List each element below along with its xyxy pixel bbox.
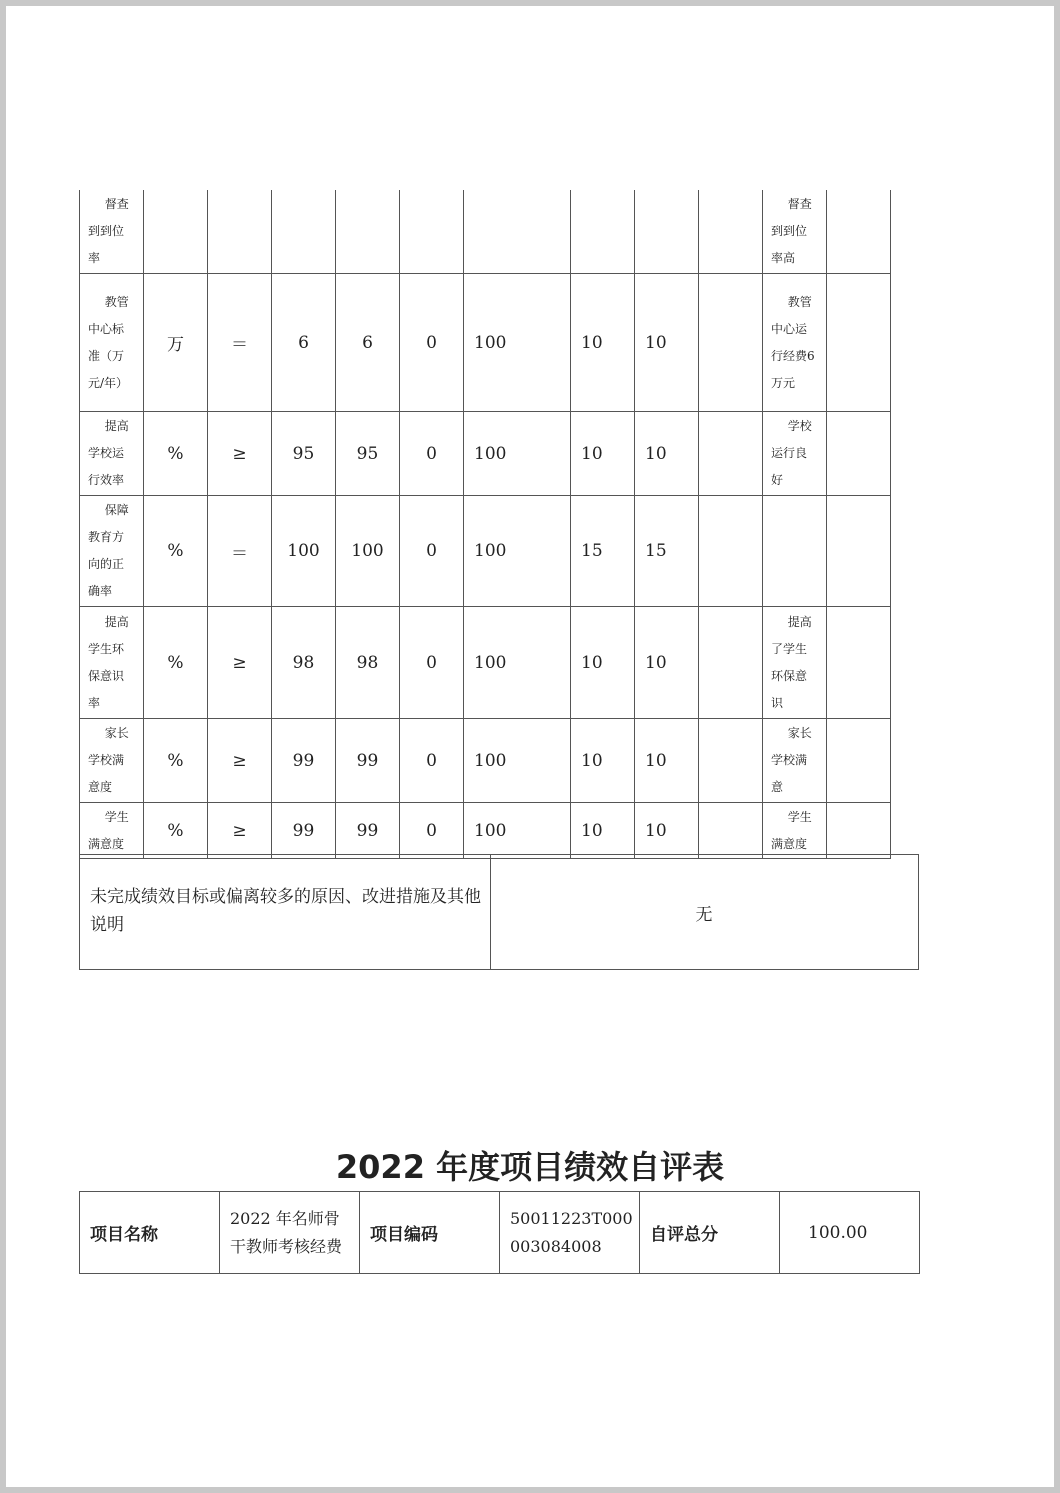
blank-cell (827, 803, 891, 859)
indicator-table (79, 190, 891, 859)
unit-cell (144, 719, 208, 803)
blank-cell (827, 607, 891, 719)
table-row (80, 274, 891, 412)
deviation-cell (400, 496, 464, 607)
score: 10 (645, 443, 667, 464)
table-row (80, 803, 891, 859)
reason-cell (699, 803, 763, 859)
project-code-value: 50011223T000003084008 (500, 1192, 640, 1273)
weight: 15 (581, 541, 603, 561)
weight-cell (571, 274, 635, 412)
unit: % (167, 652, 184, 673)
unit-cell (144, 496, 208, 607)
unit: % (167, 750, 184, 771)
deviation-cell (400, 607, 464, 719)
indicator-name-cell (80, 412, 144, 496)
remark (763, 496, 826, 606)
table-row (80, 607, 891, 719)
deviation: 0 (426, 750, 437, 771)
blank-cell (827, 496, 891, 607)
actual-value-cell (336, 190, 400, 274)
score-cell (635, 607, 699, 719)
operator: ＝ (231, 335, 248, 355)
blank-cell (827, 274, 891, 412)
target-value: 98 (292, 652, 315, 673)
completion-rate: 100 (474, 820, 507, 841)
score: 10 (645, 652, 667, 673)
actual-value (336, 190, 399, 273)
operator (208, 190, 271, 273)
actual-value: 6 (362, 332, 373, 353)
deviation-cell (400, 412, 464, 496)
remark: 督查到到位率高 (771, 197, 812, 265)
completion-rate-cell (464, 190, 571, 274)
blank-cell (827, 412, 891, 496)
remark: 学校运行良好 (771, 419, 812, 487)
reason-cell (699, 274, 763, 412)
unit: % (167, 443, 184, 464)
operator: ≥ (232, 750, 247, 771)
reason (699, 274, 762, 411)
project-name-label: 项目名称 (80, 1192, 220, 1273)
unit (144, 190, 207, 273)
actual-value: 100 (351, 541, 384, 561)
blank-cell (827, 190, 891, 274)
indicator-name: 保障教育方向的正确率 (88, 503, 129, 598)
indicator-name: 提高学生环保意识率 (88, 614, 129, 710)
actual-value: 99 (356, 820, 379, 841)
remark: 家长学校满意 (771, 726, 812, 794)
remark: 提高了学生环保意识 (771, 614, 812, 710)
deviation: 0 (426, 332, 437, 353)
actual-value-cell (336, 496, 400, 607)
actual-value-cell (336, 719, 400, 803)
target-value: 100 (287, 541, 320, 561)
reason (699, 190, 762, 273)
indicator-name-cell (80, 274, 144, 412)
remark: 教管中心运行经费6万元 (771, 294, 815, 390)
operator: ＝ (231, 543, 248, 564)
deviation-cell (400, 803, 464, 859)
deviation: 0 (426, 820, 437, 841)
actual-value: 99 (356, 750, 379, 771)
operator-cell (208, 803, 272, 859)
indicator-name: 教管中心标准（万元/年） (88, 294, 129, 390)
deviation: 0 (426, 541, 437, 561)
operator: ≥ (232, 443, 247, 464)
indicator-name: 督查到到位率 (88, 197, 129, 265)
reason-cell (699, 412, 763, 496)
actual-value-cell (336, 274, 400, 412)
operator: ≥ (232, 652, 247, 673)
target-value-cell (272, 719, 336, 803)
reason (699, 803, 762, 858)
actual-value: 98 (356, 652, 379, 673)
note-value: 无 (695, 904, 713, 925)
target-value (272, 190, 335, 273)
weight-cell (571, 190, 635, 274)
operator-cell (208, 496, 272, 607)
section-title: 2022 年度项目绩效自评表 (335, 1148, 725, 1186)
operator-cell (208, 719, 272, 803)
remark-cell (763, 190, 827, 274)
reason-cell (699, 719, 763, 803)
target-value-cell (272, 190, 336, 274)
weight: 10 (581, 820, 603, 841)
indicator-name-cell (80, 803, 144, 859)
score (635, 190, 698, 273)
weight: 10 (581, 750, 603, 771)
actual-value-cell (336, 803, 400, 859)
operator-cell (208, 190, 272, 274)
unit-cell (144, 274, 208, 412)
table-row (80, 190, 891, 274)
reason-cell (699, 496, 763, 607)
completion-rate: 100 (474, 750, 507, 771)
actual-value: 95 (356, 443, 379, 464)
reason (699, 719, 762, 802)
target-value: 6 (298, 332, 309, 353)
indicator-name-cell (80, 190, 144, 274)
unit: % (167, 820, 184, 841)
weight: 10 (581, 443, 603, 464)
indicator-name-cell (80, 607, 144, 719)
self-score-label: 自评总分 (640, 1192, 780, 1273)
table-row (80, 496, 891, 607)
deviation-cell (400, 719, 464, 803)
score-cell (635, 719, 699, 803)
weight: 10 (581, 332, 603, 353)
score-cell (635, 274, 699, 412)
reason (699, 412, 762, 495)
target-value: 99 (292, 820, 315, 841)
weight-cell (571, 803, 635, 859)
weight: 10 (581, 652, 603, 673)
completion-rate-cell (464, 719, 571, 803)
completion-rate: 100 (474, 652, 507, 673)
target-value-cell (272, 412, 336, 496)
deviation-cell (400, 190, 464, 274)
weight-cell (571, 607, 635, 719)
weight-cell (571, 719, 635, 803)
indicator-name: 提高学校运行效率 (88, 419, 129, 487)
indicator-name-cell (80, 496, 144, 607)
score: 10 (645, 820, 667, 841)
target-value-cell (272, 496, 336, 607)
actual-value-cell (336, 412, 400, 496)
deviation-cell (400, 274, 464, 412)
target-value: 95 (292, 443, 315, 464)
operator-cell (208, 607, 272, 719)
unit-cell (144, 803, 208, 859)
reason (699, 496, 762, 606)
unit-cell (144, 607, 208, 719)
project-name-value: 2022 年名师骨干教师考核经费 (220, 1192, 360, 1273)
remark-cell (763, 607, 827, 719)
unit: 万 (167, 335, 184, 355)
target-value-cell (272, 274, 336, 412)
note-label: 未完成绩效目标或偏离较多的原因、改进措施及其他说明 (90, 887, 481, 935)
remark: 学生满意度 (771, 809, 812, 851)
reason-cell (699, 607, 763, 719)
completion-rate-cell (464, 496, 571, 607)
project-code-label: 项目编码 (360, 1192, 500, 1273)
indicator-name: 学生满意度 (88, 809, 129, 851)
completion-rate-cell (464, 274, 571, 412)
target-value-cell (272, 803, 336, 859)
remark-cell (763, 803, 827, 859)
remark-cell (763, 412, 827, 496)
document-page (6, 6, 1054, 1487)
weight (571, 190, 634, 273)
score-cell (635, 412, 699, 496)
project-info-table (79, 1191, 920, 1274)
deviation: 0 (426, 652, 437, 673)
completion-rate: 100 (474, 332, 507, 353)
blank-cell (827, 719, 891, 803)
deviation: 0 (426, 443, 437, 464)
deviation (400, 190, 463, 273)
unit-cell (144, 412, 208, 496)
completion-rate-cell (464, 607, 571, 719)
weight-cell (571, 412, 635, 496)
indicator-name: 家长学校满意度 (88, 726, 129, 794)
score-cell (635, 496, 699, 607)
unit-cell (144, 190, 208, 274)
reason-cell (699, 190, 763, 274)
score-cell (635, 803, 699, 859)
completion-rate: 100 (474, 443, 507, 464)
target-value: 99 (292, 750, 315, 771)
completion-rate-cell (464, 803, 571, 859)
target-value-cell (272, 607, 336, 719)
reason (699, 607, 762, 718)
self-score-value: 100.00 (808, 1222, 868, 1243)
table-row (80, 412, 891, 496)
score-cell (635, 190, 699, 274)
completion-rate-cell (464, 412, 571, 496)
operator: ≥ (232, 820, 247, 841)
completion-rate: 100 (474, 541, 507, 561)
remark-cell (763, 496, 827, 607)
score: 15 (645, 541, 667, 561)
operator-cell (208, 274, 272, 412)
weight-cell (571, 496, 635, 607)
score: 10 (645, 750, 667, 771)
operator-cell (208, 412, 272, 496)
remark-cell (763, 274, 827, 412)
score: 10 (645, 332, 667, 353)
completion-rate (464, 190, 570, 273)
table-row (80, 719, 891, 803)
note-row (79, 854, 919, 970)
remark-cell (763, 719, 827, 803)
indicator-name-cell (80, 719, 144, 803)
actual-value-cell (336, 607, 400, 719)
unit: % (167, 541, 184, 561)
